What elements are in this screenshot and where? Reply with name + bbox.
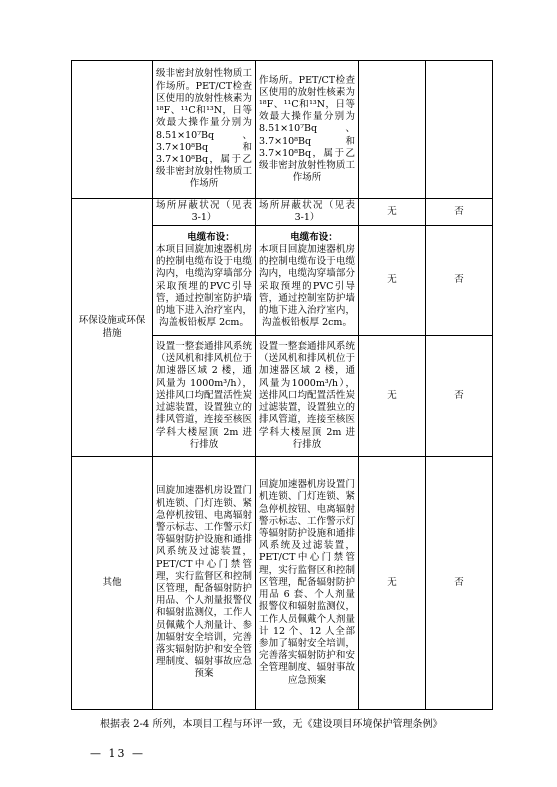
category-cell: [72, 61, 153, 199]
change-cell: 无: [359, 226, 426, 336]
change-cell: 无: [359, 199, 426, 226]
actual-construction-cell: [256, 226, 359, 336]
env-assessment-cell: 级非密封放射性物质工作场所。PET/CT检查区使用的放射性核素为¹⁸F、¹¹C和¹³N，日等效最大操作量分别为 8.51×10⁷Bq、3.7×10⁸Bq 和 3.7×10⁸Bq，属于乙级非密封放射性物质工作场所: [153, 61, 256, 199]
change-cell: 无: [359, 457, 426, 710]
table-row: [72, 61, 493, 199]
page-number: — 13 —: [90, 747, 145, 760]
category-cell: 其他: [72, 457, 153, 710]
actual-construction-cell: 作场所。PET/CT检查区使用的放射性核素为¹⁸F、¹¹C和¹³N，日等效最大操作量分别为 8.51×10⁷Bq、3.7×10⁸Bq 和 3.7×10⁸Bq，属于乙级非密封放射性物质工作场所: [256, 61, 359, 199]
table-row: [72, 199, 493, 226]
table-row: [72, 457, 493, 710]
section-title: 电缆布设：: [290, 231, 338, 243]
footnote-text: 根据表 2-4 所列，本项目工程与环评一致，无《建设项目环境保护管理条例》: [100, 719, 443, 730]
env-assessment-cell: 回旋加速器机房设置门机连锁、门灯连锁、紧急停机按钮、电离辐射警示标志、工作警示灯等辐射防护设施和通排风系统及过滤装置，PET/CT中心门禁管理，实行监督区和控制区管理，配备辐射防护用品、个人剂量报警仪和辐射监测仪，工作人员佩戴个人剂量计、参加辐射安全培训，完善落实辐射防护和安全管理制度、辐射事故应急预案: [153, 457, 256, 710]
change-cell: 无: [359, 336, 426, 457]
actual-construction-cell: 设置一整套通排风系统（送风机和排风机位于加速器区域 2 楼，通风量为1000m³/h），送排风口均配置活性炭过滤装置，设置独立的排风管道，连接至核医学科大楼屋顶 2m 进行排放: [256, 336, 359, 457]
major-change-cell: 否: [426, 226, 493, 336]
env-assessment-cell: 场所屏蔽状况（见表 3-1）: [153, 199, 256, 226]
category-cell: 环保设施或环保措施: [72, 199, 153, 457]
actual-construction-cell: 场所屏蔽状况（见表 3-1）: [256, 199, 359, 226]
env-assessment-cell: 设置一整套通排风系统（送风机和排风机位于加速器区域 2 楼，通风量为 1000m³/h），送排风口均配置活性炭过滤装置，设置独立的排风管道，连接至核医学科大楼屋顶 2m 进行排放: [153, 336, 256, 457]
env-assessment-cell: [153, 226, 256, 336]
actual-construction-cell: 回旋加速器机房设置门机连锁、门灯连锁、紧急停机按钮、电离辐射警示标志、工作警示灯等辐射防护设施和通排风系统及过滤装置，PET/CT中心门禁管理，实行监督区和控制区管理，配备辐射防护用品 6 套、个人剂量报警仪和辐射监测仪，工作人员佩戴个人剂量计 12 个、12 人全部参加了辐射安全培训，完善落实辐射防护和安全管理制度、辐射事故应急预案: [256, 457, 359, 710]
cell-text: 本项目回旋加速器机房的控制电缆布设于电缆沟内，电缆沟穿墙部分采取预埋的PVC引导管，通过控制室防护墙的地下进入治疗室内，沟盖板铅板厚 2cm。: [156, 243, 252, 329]
section-title: 电缆布设：: [187, 231, 235, 243]
major-change-cell: 否: [426, 457, 493, 710]
major-change-cell: 否: [426, 199, 493, 226]
cell-text: 本项目回旋加速器机房的控制电缆布设于电缆沟内，电缆沟穿墙部分采取预埋的PVC引导管，通过控制室防护墙的地下进入治疗室内，沟盖板铅板厚 2cm。: [259, 243, 355, 329]
change-cell: [359, 61, 426, 199]
major-change-cell: [426, 61, 493, 199]
comparison-table: [71, 60, 493, 710]
major-change-cell: 否: [426, 336, 493, 457]
